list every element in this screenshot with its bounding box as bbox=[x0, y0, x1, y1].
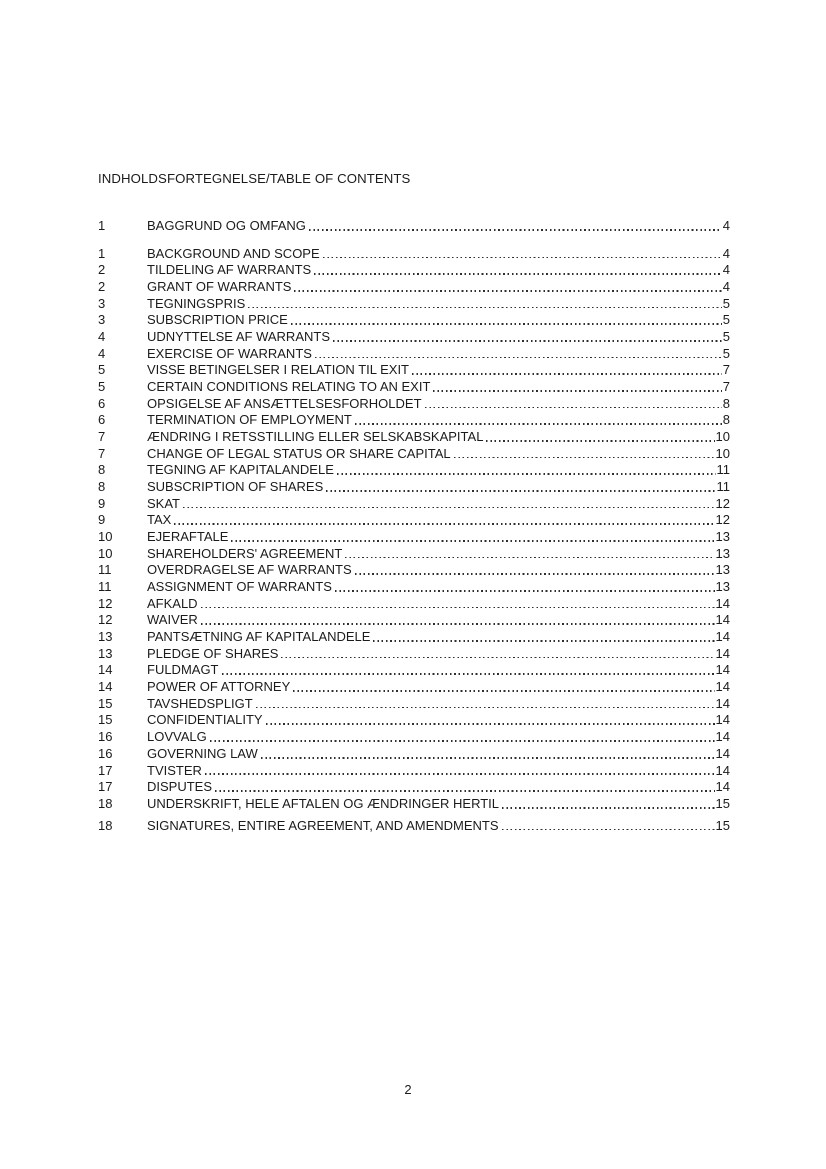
toc-entry[interactable] bbox=[98, 529, 730, 546]
toc-entry-title: WAIVER bbox=[147, 612, 198, 628]
toc-entry-number: 1 bbox=[98, 245, 106, 261]
toc-entry-title: LOVVALG bbox=[147, 729, 207, 745]
dot-leader bbox=[222, 673, 715, 675]
toc-entry-page: 7 bbox=[722, 362, 730, 378]
toc-entry[interactable] bbox=[98, 346, 730, 363]
toc-entry-number: 14 bbox=[98, 679, 113, 695]
toc-entry-page: 5 bbox=[722, 329, 730, 345]
toc-entry[interactable] bbox=[98, 662, 730, 679]
toc-entry-number: 3 bbox=[98, 295, 106, 311]
toc-entry[interactable] bbox=[98, 746, 730, 763]
toc-entry-title: TVISTER bbox=[147, 762, 202, 778]
toc-entry[interactable] bbox=[98, 546, 730, 563]
dot-leader bbox=[183, 507, 715, 509]
dot-leader bbox=[502, 807, 715, 809]
toc-entry-page: 12 bbox=[715, 495, 730, 511]
toc-entry[interactable] bbox=[98, 218, 730, 235]
toc-entry[interactable] bbox=[98, 262, 730, 279]
toc-entry-number: 5 bbox=[98, 362, 106, 378]
dot-leader bbox=[210, 740, 715, 742]
dot-leader bbox=[215, 790, 715, 792]
toc-entry-title: AFKALD bbox=[147, 595, 198, 611]
toc-entry-title: DISPUTES bbox=[147, 779, 213, 795]
dot-leader bbox=[502, 829, 715, 831]
toc-entry[interactable] bbox=[98, 763, 730, 780]
dot-leader bbox=[266, 723, 715, 725]
dot-leader bbox=[294, 290, 721, 292]
toc-entry[interactable] bbox=[98, 479, 730, 496]
toc-entry[interactable] bbox=[98, 429, 730, 446]
toc-entry-title: SKAT bbox=[147, 495, 180, 511]
toc-entry[interactable] bbox=[98, 579, 730, 596]
toc-entry-title: SHAREHOLDERS' AGREEMENT bbox=[147, 545, 343, 561]
dot-leader bbox=[314, 273, 722, 275]
toc-entry-number: 10 bbox=[98, 545, 113, 561]
toc-entry-page: 11 bbox=[716, 479, 730, 495]
toc-entry-number: 11 bbox=[98, 562, 112, 578]
toc-entry-page: 14 bbox=[715, 662, 730, 678]
toc-entry-number: 13 bbox=[98, 629, 113, 645]
toc-entry-page: 5 bbox=[722, 295, 730, 311]
toc-entry-number: 1 bbox=[98, 218, 106, 233]
toc-entry-number: 16 bbox=[98, 745, 113, 761]
toc-entry-title: PLEDGE OF SHARES bbox=[147, 645, 279, 661]
toc-entry-number: 13 bbox=[98, 645, 113, 661]
toc-entry[interactable] bbox=[98, 629, 730, 646]
toc-entry-number: 15 bbox=[98, 695, 113, 711]
toc-entry-page: 10 bbox=[715, 429, 730, 445]
toc-entry-number: 8 bbox=[98, 479, 106, 495]
toc-entry[interactable] bbox=[98, 296, 730, 313]
toc-entry-number: 2 bbox=[98, 279, 106, 295]
toc-entry-page: 14 bbox=[715, 629, 730, 645]
toc-entry-title: BAGGRUND OG OMFANG bbox=[147, 218, 306, 233]
toc-entry-title: CHANGE OF LEGAL STATUS OR SHARE CAPITAL bbox=[147, 445, 451, 461]
dot-leader bbox=[412, 373, 722, 375]
toc-entry-title: GOVERNING LAW bbox=[147, 745, 258, 761]
footer-page-number: 2 bbox=[404, 1082, 412, 1097]
toc-entry-number: 6 bbox=[98, 412, 106, 428]
dot-leader bbox=[205, 773, 715, 775]
toc-entry-page: 10 bbox=[715, 445, 730, 461]
toc-entry-page: 4 bbox=[722, 245, 730, 261]
toc-entry-title: TAVSHEDSPLIGT bbox=[147, 695, 253, 711]
toc-entry[interactable] bbox=[98, 396, 730, 413]
toc-entry-number: 10 bbox=[98, 529, 113, 545]
toc-entry-page: 14 bbox=[715, 745, 730, 761]
toc-entry[interactable] bbox=[98, 246, 730, 263]
toc-entry[interactable] bbox=[98, 696, 730, 713]
toc-entry-title: VISSE BETINGELSER I RELATION TIL EXIT bbox=[147, 362, 409, 378]
dot-leader bbox=[454, 457, 715, 459]
dot-leader bbox=[345, 557, 714, 559]
dot-leader bbox=[486, 440, 714, 442]
toc-entry-number: 17 bbox=[98, 779, 113, 795]
toc-entry-page: 4 bbox=[722, 262, 730, 278]
dot-leader bbox=[355, 423, 722, 425]
toc-entry[interactable] bbox=[98, 279, 730, 296]
toc-entry-title: TAX bbox=[147, 512, 172, 528]
dot-leader bbox=[291, 323, 722, 325]
toc-entry-title: SIGNATURES, ENTIRE AGREEMENT, AND AMENDMENTS bbox=[147, 817, 499, 833]
toc-entry-page: 14 bbox=[715, 695, 730, 711]
toc-entry-page: 14 bbox=[715, 712, 730, 728]
dot-leader bbox=[201, 623, 715, 625]
toc-entry-number: 5 bbox=[98, 379, 106, 395]
toc-entry[interactable] bbox=[98, 562, 730, 579]
dot-leader bbox=[373, 640, 714, 642]
toc-entry-number: 18 bbox=[98, 795, 113, 811]
dot-leader bbox=[335, 590, 715, 592]
toc-entry-title: GRANT OF WARRANTS bbox=[147, 279, 292, 295]
toc-entry[interactable] bbox=[98, 446, 730, 463]
toc-entry-title: OVERDRAGELSE AF WARRANTS bbox=[147, 562, 352, 578]
dot-leader bbox=[315, 357, 722, 359]
toc-entry-title: ASSIGNMENT OF WARRANTS bbox=[147, 579, 332, 595]
toc-entry[interactable] bbox=[98, 329, 730, 346]
toc-entry-number: 4 bbox=[98, 345, 106, 361]
toc-entry-page: 14 bbox=[715, 679, 730, 695]
dot-leader bbox=[355, 573, 715, 575]
toc-entry-page: 12 bbox=[715, 512, 730, 528]
dot-leader bbox=[323, 257, 722, 259]
toc-entry[interactable] bbox=[98, 379, 730, 396]
toc-entry-page: 13 bbox=[715, 579, 730, 595]
toc-entry-title: ÆNDRING I RETSSTILLING ELLER SELSKABSKAPITAL bbox=[147, 429, 484, 445]
toc-entry-page: 5 bbox=[722, 345, 730, 361]
toc-entry[interactable] bbox=[98, 779, 730, 796]
toc-entry-page: 4 bbox=[722, 279, 730, 295]
toc-entry-title: TERMINATION OF EMPLOYMENT bbox=[147, 412, 352, 428]
toc-entry-page: 14 bbox=[715, 729, 730, 745]
dot-leader bbox=[231, 540, 714, 542]
toc-entry[interactable] bbox=[98, 646, 730, 663]
toc-entry-number: 17 bbox=[98, 762, 113, 778]
toc-heading: INDHOLDSFORTEGNELSE/TABLE OF CONTENTS bbox=[98, 171, 411, 186]
toc-entry-title: UDNYTTELSE AF WARRANTS bbox=[147, 329, 330, 345]
toc-entry-page: 14 bbox=[715, 762, 730, 778]
toc-entry[interactable] bbox=[98, 729, 730, 746]
toc-entry-number: 6 bbox=[98, 395, 106, 411]
toc-entry-number: 15 bbox=[98, 712, 113, 728]
toc-entry-title: TILDELING AF WARRANTS bbox=[147, 262, 312, 278]
toc-entry-title: CONFIDENTIALITY bbox=[147, 712, 263, 728]
toc-entry-number: 9 bbox=[98, 495, 106, 511]
toc-entry-page: 13 bbox=[715, 562, 730, 578]
dot-leader bbox=[337, 473, 716, 475]
toc-entry[interactable] bbox=[98, 818, 730, 835]
toc-entry-page: 13 bbox=[715, 545, 730, 561]
toc-entry-page: 4 bbox=[722, 218, 730, 233]
dot-leader bbox=[174, 523, 714, 525]
toc-entry-page: 14 bbox=[715, 612, 730, 628]
toc-entry-title: SUBSCRIPTION OF SHARES bbox=[147, 479, 324, 495]
toc-entry-page: 14 bbox=[715, 595, 730, 611]
toc-entry-title: FULDMAGT bbox=[147, 662, 219, 678]
table-of-contents bbox=[98, 218, 730, 834]
toc-entry-title: PANTSÆTNING AF KAPITALANDELE bbox=[147, 629, 371, 645]
toc-entry[interactable] bbox=[98, 612, 730, 629]
toc-entry-page: 8 bbox=[722, 395, 730, 411]
dot-leader bbox=[256, 707, 715, 709]
toc-entry-page: 13 bbox=[715, 529, 730, 545]
toc-entry-title: TEGNINGSPRIS bbox=[147, 295, 246, 311]
toc-entry[interactable] bbox=[98, 462, 730, 479]
toc-entry-number: 14 bbox=[98, 662, 113, 678]
toc-entry-number: 16 bbox=[98, 729, 113, 745]
toc-entry-number: 9 bbox=[98, 512, 106, 528]
toc-entry-number: 2 bbox=[98, 262, 106, 278]
toc-entry[interactable] bbox=[98, 496, 730, 513]
toc-entry-page: 11 bbox=[716, 462, 730, 478]
toc-entry[interactable] bbox=[98, 596, 730, 613]
toc-entry-page: 14 bbox=[715, 779, 730, 795]
toc-entry-number: 11 bbox=[98, 579, 112, 595]
toc-entry-page: 15 bbox=[715, 795, 730, 811]
dot-leader bbox=[333, 340, 722, 342]
dot-leader bbox=[261, 757, 715, 759]
toc-entry-page: 15 bbox=[715, 817, 730, 833]
toc-entry-number: 7 bbox=[98, 429, 106, 445]
dot-leader bbox=[326, 490, 715, 492]
toc-entry-number: 12 bbox=[98, 595, 113, 611]
toc-entry-page: 5 bbox=[722, 312, 730, 328]
toc-entry-page: 7 bbox=[722, 379, 730, 395]
toc-entry-title: BACKGROUND AND SCOPE bbox=[147, 245, 320, 261]
toc-entry[interactable] bbox=[98, 312, 730, 329]
toc-entry-page: 14 bbox=[715, 645, 730, 661]
toc-entry[interactable] bbox=[98, 796, 730, 813]
toc-entry-page: 8 bbox=[722, 412, 730, 428]
toc-entry-number: 18 bbox=[98, 817, 113, 833]
toc-entry[interactable] bbox=[98, 362, 730, 379]
toc-entry-number: 3 bbox=[98, 312, 106, 328]
dot-leader bbox=[201, 607, 715, 609]
dot-leader bbox=[425, 407, 722, 409]
toc-entry-title: EJERAFTALE bbox=[147, 529, 229, 545]
toc-entry-title: UNDERSKRIFT, HELE AFTALEN OG ÆNDRINGER HERTIL bbox=[147, 795, 500, 811]
dot-leader bbox=[293, 690, 714, 692]
dot-leader bbox=[281, 657, 714, 659]
toc-entry-number: 4 bbox=[98, 329, 106, 345]
dot-leader bbox=[433, 390, 721, 392]
toc-entry[interactable] bbox=[98, 512, 730, 529]
toc-entry-title: POWER OF ATTORNEY bbox=[147, 679, 291, 695]
dot-leader bbox=[309, 229, 722, 231]
toc-entry-title: SUBSCRIPTION PRICE bbox=[147, 312, 288, 328]
toc-entry-title: EXERCISE OF WARRANTS bbox=[147, 345, 312, 361]
toc-entry-number: 7 bbox=[98, 445, 106, 461]
toc-entry[interactable] bbox=[98, 412, 730, 429]
toc-entry-number: 12 bbox=[98, 612, 113, 628]
toc-entry[interactable] bbox=[98, 679, 730, 696]
dot-leader bbox=[248, 307, 722, 309]
toc-entry-number: 8 bbox=[98, 462, 106, 478]
toc-entry[interactable] bbox=[98, 712, 730, 729]
toc-entry-title: TEGNING AF KAPITALANDELE bbox=[147, 462, 334, 478]
toc-entry-title: OPSIGELSE AF ANSÆTTELSESFORHOLDET bbox=[147, 395, 422, 411]
toc-entry-title: CERTAIN CONDITIONS RELATING TO AN EXIT bbox=[147, 379, 431, 395]
